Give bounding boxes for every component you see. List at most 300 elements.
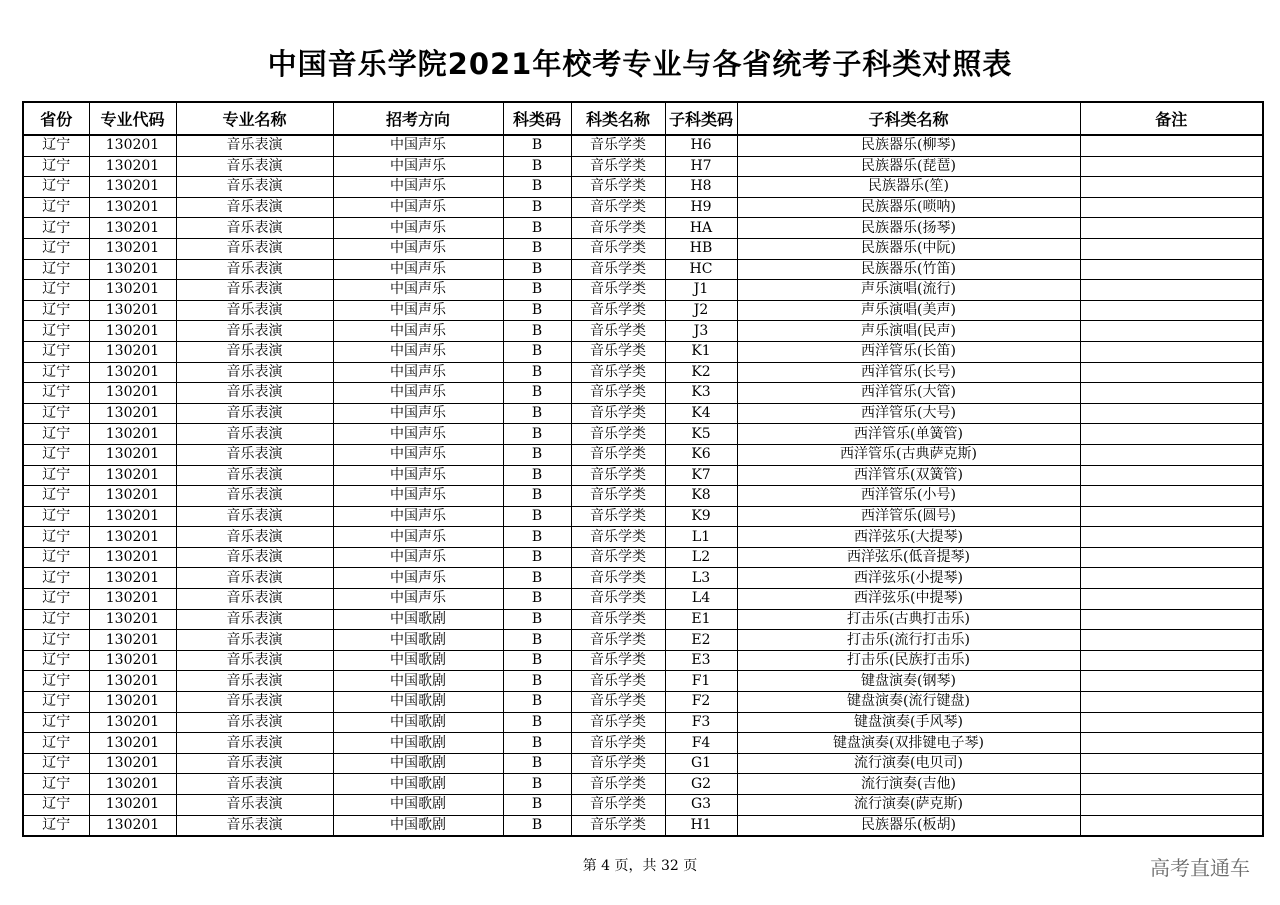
cell-province: 辽宁 xyxy=(23,238,89,259)
cell-category-code: B xyxy=(503,238,571,259)
cell-category-name: 音乐学类 xyxy=(571,712,665,733)
cell-major-code: 130201 xyxy=(89,712,176,733)
cell-remarks xyxy=(1080,300,1263,321)
cell-category-name: 音乐学类 xyxy=(571,218,665,239)
cell-direction: 中国声乐 xyxy=(333,177,503,198)
cell-subcategory-code: K7 xyxy=(665,465,737,486)
cell-direction: 中国声乐 xyxy=(333,403,503,424)
cell-subcategory-code: K9 xyxy=(665,506,737,527)
cell-province: 辽宁 xyxy=(23,527,89,548)
cell-direction: 中国歌剧 xyxy=(333,692,503,713)
cell-province: 辽宁 xyxy=(23,362,89,383)
table-row xyxy=(23,156,1263,177)
cell-province: 辽宁 xyxy=(23,712,89,733)
cell-major-name: 音乐表演 xyxy=(176,692,333,713)
cell-category-code: B xyxy=(503,609,571,630)
cell-subcategory-code: H8 xyxy=(665,177,737,198)
table-row xyxy=(23,692,1263,713)
cell-subcategory-name: 西洋弦乐(中提琴) xyxy=(737,589,1080,610)
table-row xyxy=(23,486,1263,507)
cell-major-name: 音乐表演 xyxy=(176,671,333,692)
cell-category-name: 音乐学类 xyxy=(571,527,665,548)
cell-major-code: 130201 xyxy=(89,671,176,692)
cell-major-name: 音乐表演 xyxy=(176,362,333,383)
cell-province: 辽宁 xyxy=(23,486,89,507)
cell-province: 辽宁 xyxy=(23,341,89,362)
cell-direction: 中国歌剧 xyxy=(333,774,503,795)
cell-category-code: B xyxy=(503,547,571,568)
cell-remarks xyxy=(1080,795,1263,816)
cell-category-name: 音乐学类 xyxy=(571,238,665,259)
cell-subcategory-code: H1 xyxy=(665,815,737,836)
cell-subcategory-name: 民族器乐(板胡) xyxy=(737,815,1080,836)
cell-province: 辽宁 xyxy=(23,424,89,445)
table-row xyxy=(23,589,1263,610)
cell-remarks xyxy=(1080,589,1263,610)
cell-subcategory-code: E2 xyxy=(665,630,737,651)
cell-major-code: 130201 xyxy=(89,527,176,548)
cell-major-name: 音乐表演 xyxy=(176,753,333,774)
cell-category-name: 音乐学类 xyxy=(571,321,665,342)
cell-direction: 中国声乐 xyxy=(333,444,503,465)
cell-subcategory-name: 声乐演唱(流行) xyxy=(737,280,1080,301)
cell-subcategory-name: 民族器乐(中阮) xyxy=(737,238,1080,259)
cell-major-code: 130201 xyxy=(89,424,176,445)
cell-category-code: B xyxy=(503,259,571,280)
cell-subcategory-name: 西洋管乐(小号) xyxy=(737,486,1080,507)
cell-major-code: 130201 xyxy=(89,774,176,795)
cell-major-code: 130201 xyxy=(89,238,176,259)
cell-remarks xyxy=(1080,135,1263,156)
cell-remarks xyxy=(1080,218,1263,239)
cell-major-code: 130201 xyxy=(89,589,176,610)
cell-remarks xyxy=(1080,486,1263,507)
table-row xyxy=(23,465,1263,486)
table-row xyxy=(23,362,1263,383)
cell-category-name: 音乐学类 xyxy=(571,300,665,321)
cell-direction: 中国歌剧 xyxy=(333,815,503,836)
cell-category-name: 音乐学类 xyxy=(571,197,665,218)
comparison-table xyxy=(22,101,1264,837)
column-header-major-code: 专业代码 xyxy=(89,102,176,135)
cell-major-name: 音乐表演 xyxy=(176,424,333,445)
table-row xyxy=(23,238,1263,259)
cell-category-code: B xyxy=(503,568,571,589)
column-header-province: 省份 xyxy=(23,102,89,135)
cell-subcategory-code: K3 xyxy=(665,383,737,404)
cell-category-name: 音乐学类 xyxy=(571,341,665,362)
cell-category-code: B xyxy=(503,486,571,507)
cell-major-name: 音乐表演 xyxy=(176,774,333,795)
cell-major-name: 音乐表演 xyxy=(176,815,333,836)
cell-direction: 中国声乐 xyxy=(333,383,503,404)
document-title: 中国音乐学院2021年校考专业与各省统考子科类对照表 xyxy=(267,47,1013,81)
cell-province: 辽宁 xyxy=(23,568,89,589)
cell-category-name: 音乐学类 xyxy=(571,280,665,301)
cell-subcategory-name: 流行演奏(萨克斯) xyxy=(737,795,1080,816)
cell-subcategory-name: 民族器乐(笙) xyxy=(737,177,1080,198)
cell-major-name: 音乐表演 xyxy=(176,547,333,568)
cell-direction: 中国声乐 xyxy=(333,218,503,239)
cell-subcategory-code: K6 xyxy=(665,444,737,465)
cell-direction: 中国声乐 xyxy=(333,362,503,383)
cell-major-code: 130201 xyxy=(89,341,176,362)
cell-major-code: 130201 xyxy=(89,383,176,404)
cell-subcategory-name: 西洋管乐(大管) xyxy=(737,383,1080,404)
cell-province: 辽宁 xyxy=(23,280,89,301)
cell-major-code: 130201 xyxy=(89,795,176,816)
cell-major-code: 130201 xyxy=(89,177,176,198)
cell-province: 辽宁 xyxy=(23,383,89,404)
watermark-logo-text: 高考直通车 xyxy=(1150,856,1250,880)
cell-category-code: B xyxy=(503,712,571,733)
cell-subcategory-name: 西洋管乐(古典萨克斯) xyxy=(737,444,1080,465)
cell-major-code: 130201 xyxy=(89,753,176,774)
cell-subcategory-name: 键盘演奏(钢琴) xyxy=(737,671,1080,692)
cell-major-name: 音乐表演 xyxy=(176,300,333,321)
cell-remarks xyxy=(1080,692,1263,713)
cell-remarks xyxy=(1080,506,1263,527)
cell-category-code: B xyxy=(503,321,571,342)
table-row xyxy=(23,774,1263,795)
cell-category-code: B xyxy=(503,465,571,486)
cell-major-code: 130201 xyxy=(89,135,176,156)
cell-category-code: B xyxy=(503,733,571,754)
table-row xyxy=(23,630,1263,651)
cell-major-name: 音乐表演 xyxy=(176,197,333,218)
cell-category-name: 音乐学类 xyxy=(571,177,665,198)
cell-subcategory-name: 西洋管乐(长号) xyxy=(737,362,1080,383)
cell-major-code: 130201 xyxy=(89,547,176,568)
cell-remarks xyxy=(1080,362,1263,383)
cell-province: 辽宁 xyxy=(23,774,89,795)
table-row xyxy=(23,733,1263,754)
cell-province: 辽宁 xyxy=(23,465,89,486)
cell-major-name: 音乐表演 xyxy=(176,403,333,424)
cell-direction: 中国歌剧 xyxy=(333,630,503,651)
table-header xyxy=(23,102,1263,135)
cell-province: 辽宁 xyxy=(23,321,89,342)
cell-subcategory-code: L3 xyxy=(665,568,737,589)
cell-major-name: 音乐表演 xyxy=(176,650,333,671)
cell-major-code: 130201 xyxy=(89,156,176,177)
cell-province: 辽宁 xyxy=(23,609,89,630)
cell-major-name: 音乐表演 xyxy=(176,321,333,342)
cell-category-code: B xyxy=(503,527,571,548)
cell-category-code: B xyxy=(503,774,571,795)
table-row xyxy=(23,712,1263,733)
table-body xyxy=(23,135,1263,836)
cell-category-code: B xyxy=(503,650,571,671)
table-row xyxy=(23,671,1263,692)
table-row xyxy=(23,197,1263,218)
cell-subcategory-code: F2 xyxy=(665,692,737,713)
cell-category-name: 音乐学类 xyxy=(571,795,665,816)
cell-major-code: 130201 xyxy=(89,815,176,836)
table-row xyxy=(23,568,1263,589)
cell-category-name: 音乐学类 xyxy=(571,568,665,589)
cell-subcategory-name: 民族器乐(唢呐) xyxy=(737,197,1080,218)
cell-direction: 中国声乐 xyxy=(333,506,503,527)
cell-major-name: 音乐表演 xyxy=(176,527,333,548)
cell-category-name: 音乐学类 xyxy=(571,486,665,507)
cell-subcategory-name: 西洋管乐(长笛) xyxy=(737,341,1080,362)
header-row xyxy=(23,102,1263,135)
cell-direction: 中国歌剧 xyxy=(333,753,503,774)
cell-major-code: 130201 xyxy=(89,465,176,486)
table-row xyxy=(23,321,1263,342)
cell-remarks xyxy=(1080,671,1263,692)
cell-category-name: 音乐学类 xyxy=(571,424,665,445)
cell-category-name: 音乐学类 xyxy=(571,506,665,527)
cell-major-name: 音乐表演 xyxy=(176,568,333,589)
cell-subcategory-name: 声乐演唱(美声) xyxy=(737,300,1080,321)
cell-direction: 中国声乐 xyxy=(333,547,503,568)
cell-category-code: B xyxy=(503,156,571,177)
cell-subcategory-name: 西洋管乐(大号) xyxy=(737,403,1080,424)
cell-category-code: B xyxy=(503,589,571,610)
cell-major-code: 130201 xyxy=(89,362,176,383)
cell-remarks xyxy=(1080,259,1263,280)
cell-subcategory-name: 民族器乐(竹笛) xyxy=(737,259,1080,280)
cell-subcategory-name: 流行演奏(吉他) xyxy=(737,774,1080,795)
cell-direction: 中国歌剧 xyxy=(333,650,503,671)
cell-subcategory-code: K8 xyxy=(665,486,737,507)
cell-province: 辽宁 xyxy=(23,650,89,671)
cell-direction: 中国歌剧 xyxy=(333,609,503,630)
cell-remarks xyxy=(1080,424,1263,445)
cell-subcategory-code: H7 xyxy=(665,156,737,177)
column-header-major-name: 专业名称 xyxy=(176,102,333,135)
cell-direction: 中国声乐 xyxy=(333,156,503,177)
cell-subcategory-name: 流行演奏(电贝司) xyxy=(737,753,1080,774)
cell-subcategory-name: 西洋弦乐(小提琴) xyxy=(737,568,1080,589)
cell-category-name: 音乐学类 xyxy=(571,259,665,280)
cell-remarks xyxy=(1080,465,1263,486)
cell-major-name: 音乐表演 xyxy=(176,383,333,404)
table-row xyxy=(23,506,1263,527)
cell-category-name: 音乐学类 xyxy=(571,135,665,156)
cell-category-name: 音乐学类 xyxy=(571,465,665,486)
cell-subcategory-code: K2 xyxy=(665,362,737,383)
cell-direction: 中国声乐 xyxy=(333,300,503,321)
cell-major-code: 130201 xyxy=(89,300,176,321)
cell-category-name: 音乐学类 xyxy=(571,630,665,651)
cell-subcategory-name: 声乐演唱(民声) xyxy=(737,321,1080,342)
cell-category-code: B xyxy=(503,135,571,156)
cell-subcategory-name: 打击乐(古典打击乐) xyxy=(737,609,1080,630)
cell-major-name: 音乐表演 xyxy=(176,156,333,177)
cell-province: 辽宁 xyxy=(23,815,89,836)
cell-remarks xyxy=(1080,609,1263,630)
cell-major-name: 音乐表演 xyxy=(176,506,333,527)
cell-subcategory-code: J2 xyxy=(665,300,737,321)
cell-direction: 中国歌剧 xyxy=(333,733,503,754)
column-header-subcategory-name: 子科类名称 xyxy=(737,102,1080,135)
cell-category-code: B xyxy=(503,177,571,198)
cell-category-name: 音乐学类 xyxy=(571,815,665,836)
cell-category-name: 音乐学类 xyxy=(571,774,665,795)
table-row xyxy=(23,383,1263,404)
cell-direction: 中国声乐 xyxy=(333,238,503,259)
cell-major-code: 130201 xyxy=(89,197,176,218)
cell-major-code: 130201 xyxy=(89,568,176,589)
cell-category-code: B xyxy=(503,362,571,383)
cell-subcategory-code: K5 xyxy=(665,424,737,445)
table-row xyxy=(23,259,1263,280)
cell-subcategory-code: G3 xyxy=(665,795,737,816)
cell-direction: 中国声乐 xyxy=(333,465,503,486)
table-row xyxy=(23,650,1263,671)
cell-province: 辽宁 xyxy=(23,135,89,156)
table-row xyxy=(23,815,1263,836)
cell-major-code: 130201 xyxy=(89,486,176,507)
cell-province: 辽宁 xyxy=(23,733,89,754)
cell-province: 辽宁 xyxy=(23,692,89,713)
cell-category-name: 音乐学类 xyxy=(571,383,665,404)
table-row xyxy=(23,753,1263,774)
cell-major-name: 音乐表演 xyxy=(176,259,333,280)
cell-remarks xyxy=(1080,341,1263,362)
cell-major-name: 音乐表演 xyxy=(176,444,333,465)
table-row xyxy=(23,547,1263,568)
cell-province: 辽宁 xyxy=(23,795,89,816)
cell-category-code: B xyxy=(503,280,571,301)
cell-major-name: 音乐表演 xyxy=(176,238,333,259)
cell-major-code: 130201 xyxy=(89,733,176,754)
cell-subcategory-name: 西洋管乐(圆号) xyxy=(737,506,1080,527)
cell-major-name: 音乐表演 xyxy=(176,630,333,651)
cell-category-code: B xyxy=(503,630,571,651)
cell-subcategory-code: J3 xyxy=(665,321,737,342)
cell-remarks xyxy=(1080,568,1263,589)
cell-major-code: 130201 xyxy=(89,321,176,342)
table-row xyxy=(23,424,1263,445)
cell-subcategory-code: E1 xyxy=(665,609,737,630)
cell-major-code: 130201 xyxy=(89,280,176,301)
cell-subcategory-name: 西洋管乐(单簧管) xyxy=(737,424,1080,445)
cell-subcategory-name: 键盘演奏(流行键盘) xyxy=(737,692,1080,713)
cell-subcategory-code: E3 xyxy=(665,650,737,671)
table-row xyxy=(23,218,1263,239)
cell-major-name: 音乐表演 xyxy=(176,795,333,816)
cell-major-code: 130201 xyxy=(89,403,176,424)
cell-remarks xyxy=(1080,650,1263,671)
cell-category-name: 音乐学类 xyxy=(571,733,665,754)
cell-category-name: 音乐学类 xyxy=(571,403,665,424)
cell-category-code: B xyxy=(503,424,571,445)
cell-remarks xyxy=(1080,753,1263,774)
cell-direction: 中国声乐 xyxy=(333,424,503,445)
page-number: 第 4 页，共 32 页 xyxy=(582,858,698,874)
cell-direction: 中国声乐 xyxy=(333,486,503,507)
cell-major-name: 音乐表演 xyxy=(176,280,333,301)
table-row xyxy=(23,444,1263,465)
cell-category-code: B xyxy=(503,383,571,404)
cell-subcategory-code: F3 xyxy=(665,712,737,733)
cell-remarks xyxy=(1080,383,1263,404)
cell-subcategory-code: HA xyxy=(665,218,737,239)
cell-direction: 中国声乐 xyxy=(333,589,503,610)
cell-subcategory-code: F4 xyxy=(665,733,737,754)
cell-category-name: 音乐学类 xyxy=(571,650,665,671)
cell-province: 辽宁 xyxy=(23,444,89,465)
cell-direction: 中国声乐 xyxy=(333,259,503,280)
cell-subcategory-code: J1 xyxy=(665,280,737,301)
cell-category-name: 音乐学类 xyxy=(571,547,665,568)
table-row xyxy=(23,795,1263,816)
cell-remarks xyxy=(1080,774,1263,795)
cell-province: 辽宁 xyxy=(23,259,89,280)
cell-remarks xyxy=(1080,630,1263,651)
cell-category-name: 音乐学类 xyxy=(571,444,665,465)
cell-major-code: 130201 xyxy=(89,692,176,713)
cell-direction: 中国歌剧 xyxy=(333,712,503,733)
cell-category-code: B xyxy=(503,671,571,692)
cell-remarks xyxy=(1080,733,1263,754)
cell-major-name: 音乐表演 xyxy=(176,341,333,362)
column-header-direction: 招考方向 xyxy=(333,102,503,135)
table-row xyxy=(23,177,1263,198)
cell-remarks xyxy=(1080,547,1263,568)
cell-category-name: 音乐学类 xyxy=(571,589,665,610)
cell-subcategory-name: 民族器乐(扬琴) xyxy=(737,218,1080,239)
cell-remarks xyxy=(1080,403,1263,424)
cell-major-code: 130201 xyxy=(89,218,176,239)
cell-category-code: B xyxy=(503,197,571,218)
cell-major-code: 130201 xyxy=(89,259,176,280)
cell-major-name: 音乐表演 xyxy=(176,486,333,507)
cell-major-name: 音乐表演 xyxy=(176,218,333,239)
table-row xyxy=(23,341,1263,362)
column-header-remarks: 备注 xyxy=(1080,102,1263,135)
cell-province: 辽宁 xyxy=(23,218,89,239)
cell-major-code: 130201 xyxy=(89,444,176,465)
cell-subcategory-code: K4 xyxy=(665,403,737,424)
cell-subcategory-code: H9 xyxy=(665,197,737,218)
cell-subcategory-code: G2 xyxy=(665,774,737,795)
cell-province: 辽宁 xyxy=(23,506,89,527)
cell-direction: 中国声乐 xyxy=(333,341,503,362)
cell-province: 辽宁 xyxy=(23,300,89,321)
cell-direction: 中国声乐 xyxy=(333,568,503,589)
cell-major-code: 130201 xyxy=(89,506,176,527)
cell-direction: 中国声乐 xyxy=(333,321,503,342)
column-header-subcategory-code: 子科类码 xyxy=(665,102,737,135)
cell-subcategory-code: L1 xyxy=(665,527,737,548)
cell-subcategory-code: HC xyxy=(665,259,737,280)
table-row xyxy=(23,527,1263,548)
cell-subcategory-code: F1 xyxy=(665,671,737,692)
cell-province: 辽宁 xyxy=(23,589,89,610)
cell-remarks xyxy=(1080,712,1263,733)
cell-major-code: 130201 xyxy=(89,630,176,651)
cell-category-code: B xyxy=(503,218,571,239)
cell-subcategory-name: 西洋弦乐(低音提琴) xyxy=(737,547,1080,568)
cell-province: 辽宁 xyxy=(23,547,89,568)
cell-subcategory-name: 西洋弦乐(大提琴) xyxy=(737,527,1080,548)
cell-remarks xyxy=(1080,197,1263,218)
cell-province: 辽宁 xyxy=(23,671,89,692)
cell-province: 辽宁 xyxy=(23,630,89,651)
table-row xyxy=(23,609,1263,630)
table-row xyxy=(23,403,1263,424)
cell-direction: 中国声乐 xyxy=(333,527,503,548)
cell-province: 辽宁 xyxy=(23,156,89,177)
cell-subcategory-name: 民族器乐(琵琶) xyxy=(737,156,1080,177)
cell-subcategory-name: 键盘演奏(双排键电子琴) xyxy=(737,733,1080,754)
table-row xyxy=(23,135,1263,156)
